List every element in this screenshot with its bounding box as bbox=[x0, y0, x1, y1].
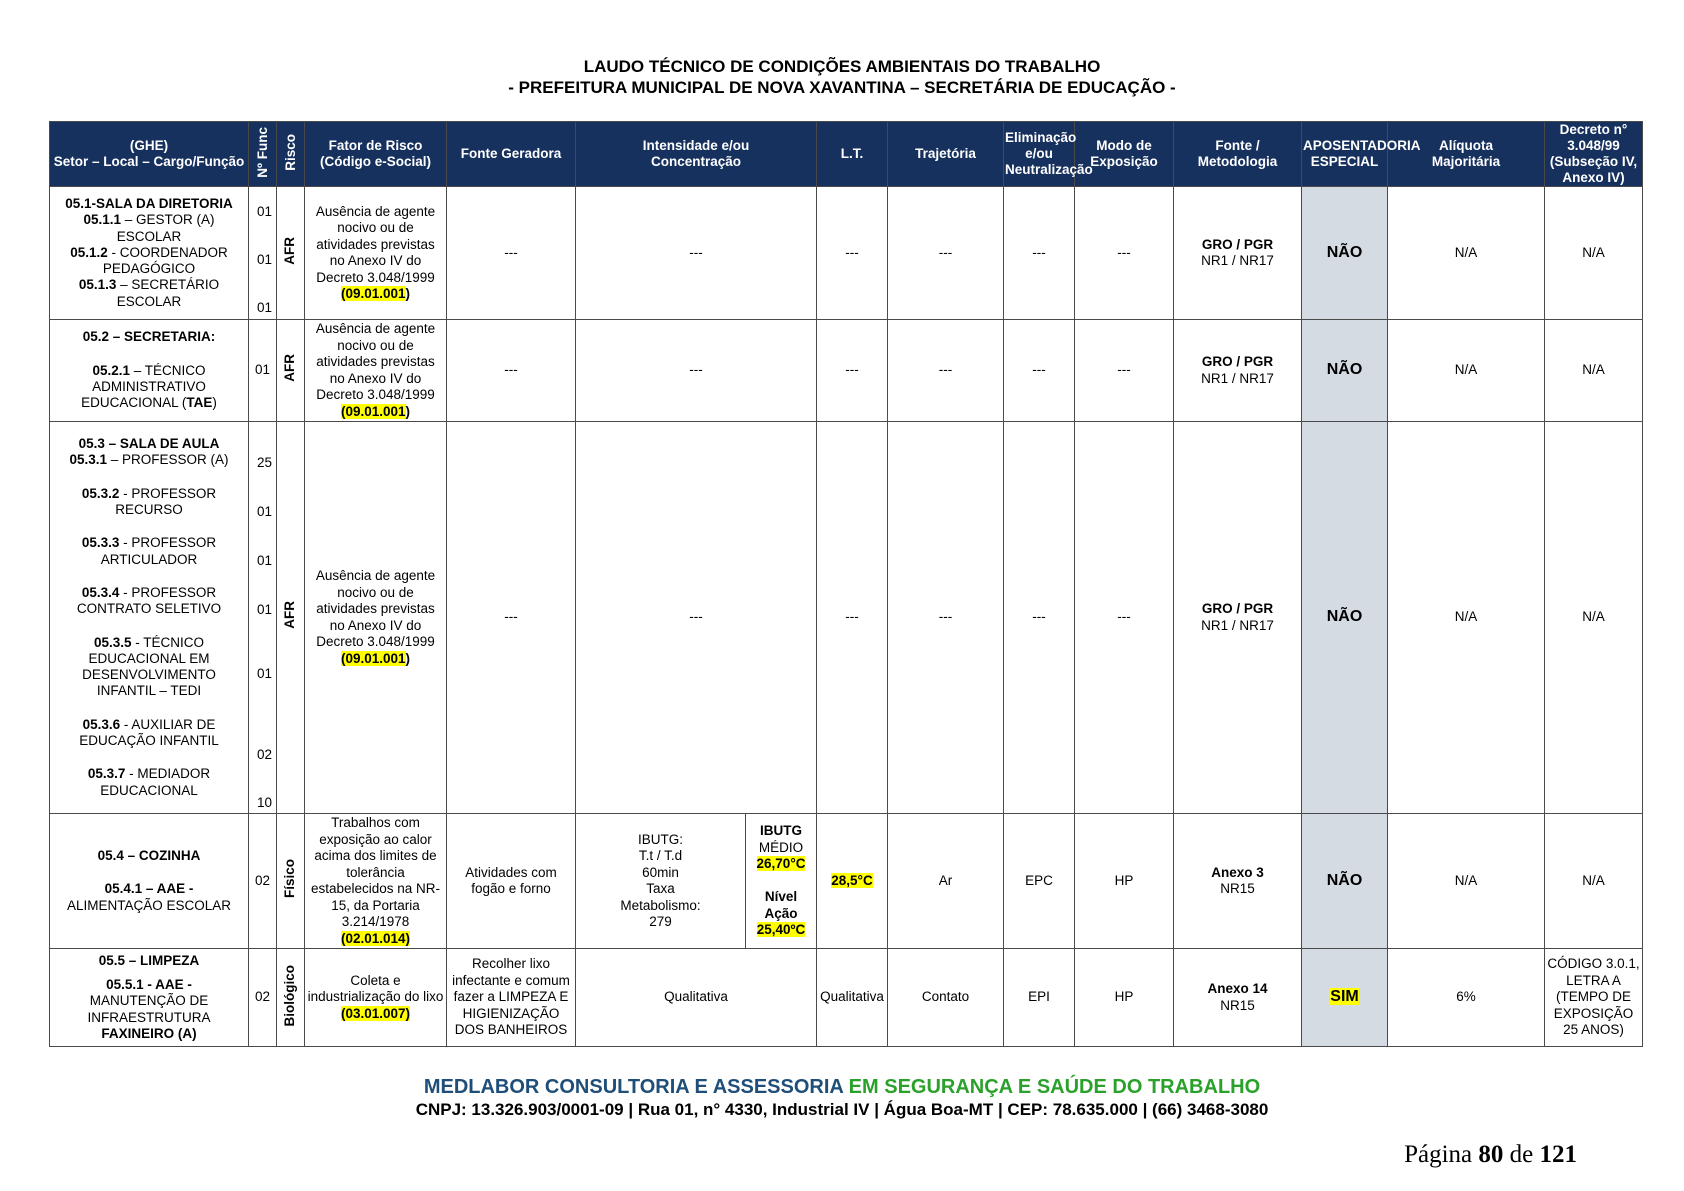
table-row bbox=[50, 949, 1643, 1047]
intensidade-right-cell: IBUTG MÉDIO 26,70°C Nível Ação 25,40ºC bbox=[746, 814, 817, 949]
risco-cell: AFR bbox=[277, 320, 305, 422]
metodologia-cell: GRO / PGR NR1 / NR17 bbox=[1174, 320, 1302, 422]
aposentadoria-cell: SIM bbox=[1302, 949, 1388, 1047]
col-modo: Modo de Exposição bbox=[1075, 122, 1174, 187]
fonte-cell: --- bbox=[447, 320, 576, 422]
fonte-cell: --- bbox=[447, 422, 576, 814]
risco-cell: Biológico bbox=[277, 949, 305, 1047]
fator-cell: Ausência de agente nocivo ou de atividades previstas no Anexo IV do Decreto 3.048/1999 (09.01.001) bbox=[305, 320, 447, 422]
risco-cell: AFR bbox=[277, 187, 305, 320]
lt-cell: --- bbox=[817, 320, 888, 422]
fator-cell: Trabalhos com exposição ao calor acima dos limites de tolerância estabelecidos na NR-15, da Portaria 3.214/1978 (02.01.014) bbox=[305, 814, 447, 949]
metodologia-cell: GRO / PGR NR1 / NR17 bbox=[1174, 422, 1302, 814]
nfunc-cell: 02 bbox=[249, 814, 277, 949]
aliquota-cell: N/A bbox=[1388, 422, 1545, 814]
col-lt: L.T. bbox=[817, 122, 888, 187]
metodologia-cell: GRO / PGR NR1 / NR17 bbox=[1174, 187, 1302, 320]
table-header-row bbox=[50, 122, 1643, 187]
setor-cell: 05.5 – LIMPEZA 05.5.1 - AAE - MANUTENÇÃO DE INFRAESTRUTURA FAXINEIRO (A) bbox=[50, 949, 249, 1047]
setor-cell: 05.4 – COZINHA 05.4.1 – AAE - ALIMENTAÇÃO ESCOLAR bbox=[50, 814, 249, 949]
aposentadoria-cell: NÃO bbox=[1302, 814, 1388, 949]
lt-cell: --- bbox=[817, 187, 888, 320]
table-row bbox=[50, 187, 1643, 320]
modo-cell: --- bbox=[1075, 187, 1174, 320]
nfunc-cell: 02 bbox=[249, 949, 277, 1047]
eliminacao-cell: --- bbox=[1004, 187, 1075, 320]
col-intensidade: Intensidade e/ou Concentração bbox=[576, 122, 817, 187]
modo-cell: --- bbox=[1075, 422, 1174, 814]
nfunc-cell: 25 01 01 01 01 02 10 bbox=[249, 422, 277, 814]
aposentadoria-cell: NÃO bbox=[1302, 187, 1388, 320]
risk-table bbox=[49, 121, 1643, 1047]
trajetoria-cell: --- bbox=[888, 320, 1004, 422]
fator-cell: Coleta e industrialização do lixo (03.01.007) bbox=[305, 949, 447, 1047]
fonte-cell: Recolher lixo infectante e comum fazer a LIMPEZA E HIGIENIZAÇÃO DOS BANHEIROS bbox=[447, 949, 576, 1047]
trajetoria-cell: --- bbox=[888, 187, 1004, 320]
metodologia-cell: Anexo 14 NR15 bbox=[1174, 949, 1302, 1047]
decreto-cell: N/A bbox=[1545, 422, 1643, 814]
footer-address: CNPJ: 13.326.903/0001-09 | Rua 01, n° 4330, Industrial IV | Água Boa-MT | CEP: 78.635.000 | (66) 3468-3080 bbox=[415, 1100, 1269, 1119]
intensidade-cell: --- bbox=[576, 187, 817, 320]
document-subtitle: - PREFEITURA MUNICIPAL DE NOVA XAVANTINA – SECRETÁRIA DE EDUCAÇÃO - bbox=[508, 78, 1176, 97]
aliquota-cell: N/A bbox=[1388, 320, 1545, 422]
setor-cell: 05.3 – SALA DE AULA 05.3.1 – PROFESSOR (A) 05.3.2 - PROFESSOR RECURSO 05.3.3 - PROFESSOR ARTICULADOR 05.3.4 - PROFESSOR CONTRATO SELETIVO 05.3.5 - TÉCNICO EDUCACIONAL EM DESENVOLVIMENTO INFANTIL – TEDI 05.3.6 - AUXILIAR DE EDUCAÇÃO INFANTIL 05.3.7 - MEDIADOR EDUCACIONAL bbox=[50, 422, 249, 814]
metodologia-cell: Anexo 3 NR15 bbox=[1174, 814, 1302, 949]
decreto-cell: N/A bbox=[1545, 320, 1643, 422]
intensidade-cell: --- bbox=[576, 320, 817, 422]
eliminacao-cell: EPI bbox=[1004, 949, 1075, 1047]
lt-cell: 28,5°C bbox=[817, 814, 888, 949]
decreto-cell: CÓDIGO 3.0.1, LETRA A (TEMPO DE EXPOSIÇÃO 25 ANOS) bbox=[1545, 949, 1643, 1047]
table-row bbox=[50, 422, 1643, 814]
eliminacao-cell: EPC bbox=[1004, 814, 1075, 949]
col-nfunc: Nº Func bbox=[249, 122, 277, 187]
fonte-cell: --- bbox=[447, 187, 576, 320]
table-row bbox=[50, 320, 1643, 422]
col-ghe: (GHE) Setor – Local – Cargo/Função bbox=[50, 122, 249, 187]
trajetoria-cell: --- bbox=[888, 422, 1004, 814]
fonte-cell: Atividades com fogão e forno bbox=[447, 814, 576, 949]
trajetoria-cell: Contato bbox=[888, 949, 1004, 1047]
col-decreto: Decreto n° 3.048/99 (Subseção IV, Anexo IV) bbox=[1545, 122, 1643, 187]
col-aposentadoria: APOSENTADORIA ESPECIAL bbox=[1302, 122, 1388, 187]
nfunc-cell: 01 bbox=[249, 320, 277, 422]
intensidade-cell: Qualitativa bbox=[576, 949, 817, 1047]
decreto-cell: N/A bbox=[1545, 814, 1643, 949]
document-title: LAUDO TÉCNICO DE CONDIÇÕES AMBIENTAIS DO TRABALHO bbox=[583, 57, 1101, 76]
lt-cell: Qualitativa bbox=[817, 949, 888, 1047]
col-eliminacao: Eliminação e/ou Neutralização bbox=[1004, 122, 1075, 187]
risco-cell: AFR bbox=[277, 422, 305, 814]
modo-cell: --- bbox=[1075, 320, 1174, 422]
col-trajetoria: Trajetória bbox=[888, 122, 1004, 187]
col-fonte-metodologia: Fonte / Metodologia bbox=[1174, 122, 1302, 187]
risco-cell: Físico bbox=[277, 814, 305, 949]
decreto-cell: N/A bbox=[1545, 187, 1643, 320]
fator-cell: Ausência de agente nocivo ou de atividades previstas no Anexo IV do Decreto 3.048/1999 (09.01.001) bbox=[305, 187, 447, 320]
setor-cell: 05.2 – SECRETARIA: 05.2.1 – TÉCNICO ADMINISTRATIVO EDUCACIONAL (TAE) bbox=[50, 320, 249, 422]
col-risco: Risco bbox=[277, 122, 305, 187]
modo-cell: HP bbox=[1075, 949, 1174, 1047]
eliminacao-cell: --- bbox=[1004, 422, 1075, 814]
lt-cell: --- bbox=[817, 422, 888, 814]
aliquota-cell: N/A bbox=[1388, 814, 1545, 949]
intensidade-cell: --- bbox=[576, 422, 817, 814]
setor-cell: 05.1-SALA DA DIRETORIA 05.1.1 – GESTOR (A) ESCOLAR 05.1.2 - COORDENADOR PEDAGÓGICO 05.1.3 – SECRETÁRIO ESCOLAR bbox=[50, 187, 249, 320]
col-fator: Fator de Risco (Código e-Social) bbox=[305, 122, 447, 187]
aposentadoria-cell: NÃO bbox=[1302, 422, 1388, 814]
aposentadoria-cell: NÃO bbox=[1302, 320, 1388, 422]
col-aliquota: Alíquota Majoritária bbox=[1388, 122, 1545, 187]
aliquota-cell: N/A bbox=[1388, 187, 1545, 320]
intensidade-left-cell: IBUTG: T.t / T.d 60min Taxa Metabolismo: 279 bbox=[576, 814, 746, 949]
page-number: Página 80 de 121 bbox=[1404, 1141, 1577, 1168]
modo-cell: HP bbox=[1075, 814, 1174, 949]
aliquota-cell: 6% bbox=[1388, 949, 1545, 1047]
table-row bbox=[50, 814, 1643, 949]
eliminacao-cell: --- bbox=[1004, 320, 1075, 422]
col-fonte-geradora: Fonte Geradora bbox=[447, 122, 576, 187]
footer-company: MEDLABOR CONSULTORIA E ASSESSORIA EM SEGURANÇA E SAÚDE DO TRABALHO bbox=[423, 1076, 1261, 1098]
trajetoria-cell: Ar bbox=[888, 814, 1004, 949]
nfunc-cell: 01 01 01 bbox=[249, 187, 277, 320]
fator-cell: Ausência de agente nocivo ou de atividades previstas no Anexo IV do Decreto 3.048/1999 (09.01.001) bbox=[305, 422, 447, 814]
